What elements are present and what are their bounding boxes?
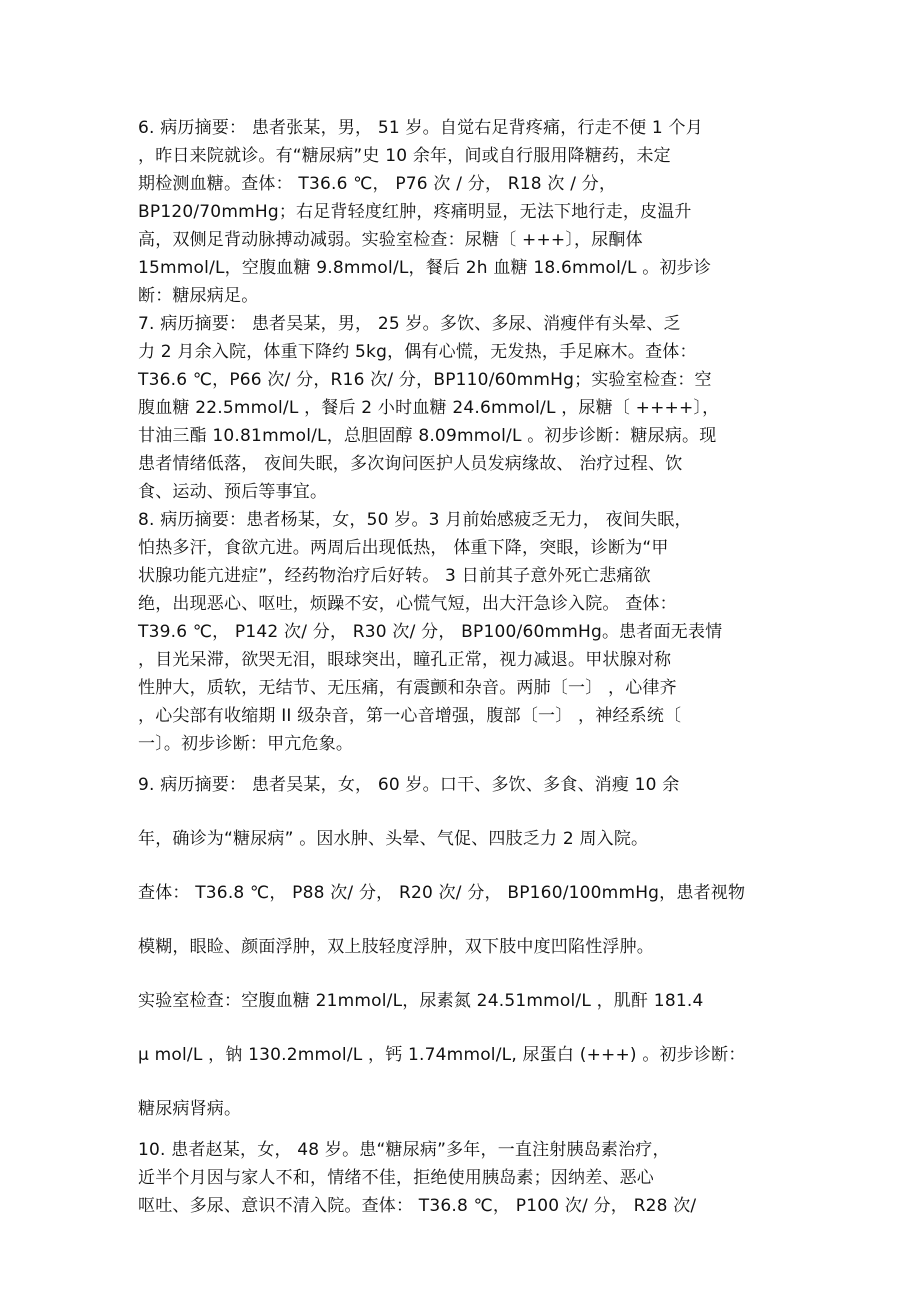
- text-line: 10. 患者赵某，女， 48 岁。患“糖尿病”多年，一直注射胰岛素治疗，: [138, 1140, 670, 1160]
- text-line: ，目光呆滞，欲哭无泪，眼球突出，瞳孔正常，视力减退。甲状腺对称: [138, 650, 672, 670]
- text-line: 一〕。初步诊断：甲亢危象。: [138, 734, 354, 754]
- text-line: T39.6 ℃， P142 次/ 分， R30 次/ 分， BP100/60mmHg。患者面无表情: [138, 622, 723, 642]
- text-line: 9. 病历摘要： 患者吴某，女， 60 岁。口干、多饮、多食、消瘦 10 余: [138, 775, 680, 795]
- text-line: 甘油三酯 10.81mmol/L，总胆固醇 8.09mmol/L 。初步诊断：糖尿病。现: [138, 426, 717, 446]
- text-line: 年，确诊为“糖尿病” 。因水肿、头晕、气促、四肢乏力 2 周入院。: [138, 829, 649, 849]
- text-line: 怕热多汗，食欲亢进。两周后出现低热， 体重下降，突眼，诊断为“甲: [138, 538, 669, 558]
- case-10-paragraph: [138, 1136, 788, 1220]
- text-line: ，心尖部有收缩期 II 级杂音，第一心音增强，腹部〔一〕 ，神经系统〔: [138, 706, 682, 726]
- text-line: 7. 病历摘要： 患者吴某，男， 25 岁。多饮、多尿、消瘦伴有头晕、乏: [138, 314, 681, 334]
- text-line: 高，双侧足背动脉搏动减弱。实验室检查：尿糖〔 +++〕，尿酮体: [138, 230, 643, 250]
- text-line: 15mmol/L，空腹血糖 9.8mmol/L，餐后 2h 血糖 18.6mmol/L 。初步诊: [138, 258, 712, 278]
- text-line: 糖尿病肾病。: [138, 1099, 242, 1119]
- text-line: 8. 病历摘要：患者杨某，女，50 岁。3 月前始感疲乏无力， 夜间失眠，: [138, 510, 692, 530]
- text-line: 6. 病历摘要： 患者张某，男， 51 岁。自觉右足背疼痛，行走不便 1 个月: [138, 118, 703, 138]
- text-line: 实验室检查：空腹血糖 21mmol/L，尿素氮 24.51mmol/L ，肌酐 181.4: [138, 991, 704, 1011]
- text-line: T36.6 ℃，P66 次/ 分，R16 次/ 分，BP110/60mmHg；实验室检查：空: [138, 370, 712, 390]
- text-line: 呕吐、多尿、意识不清入院。查体： T36.8 ℃， P100 次/ 分， R28 次/: [138, 1196, 697, 1216]
- text-line: BP120/70mmHg；右足背轻度红肿，疼痛明显，无法下地行走，皮温升: [138, 202, 692, 222]
- text-line: 期检测血糖。查体： T36.6 ℃， P76 次 / 分， R18 次 / 分，: [138, 174, 617, 194]
- case-6-paragraph: [138, 114, 788, 310]
- text-line: 近半个月因与家人不和，情绪不佳，拒绝使用胰岛素；因纳差、恶心: [138, 1168, 654, 1188]
- case-8-paragraph: [138, 506, 788, 758]
- case-9-paragraph: [138, 758, 788, 1136]
- text-line: 绝，出现恶心、呕吐，烦躁不安，心慌气短，出大汗急诊入院。 查体：: [138, 594, 677, 614]
- text-line: 腹血糖 22.5mmol/L ，餐后 2 小时血糖 24.6mmol/L ，尿糖〔 ++++〕，: [138, 398, 720, 418]
- text-line: μ mol/L ，钠 130.2mmol/L ，钙 1.74mmol/L, 尿蛋白 (+++) 。初步诊断：: [138, 1045, 746, 1065]
- text-line: ，昨日来院就诊。有“糖尿病”史 10 余年，间或自行服用降糖药，未定: [138, 146, 671, 166]
- case-7-paragraph: [138, 310, 788, 506]
- text-line: 力 2 月余入院，体重下降约 5kg，偶有心慌，无发热，手足麻木。查体：: [138, 342, 697, 362]
- text-line: 断：糖尿病足。: [138, 286, 259, 306]
- document-page: [138, 114, 788, 1220]
- text-line: 食、运动、预后等事宜。: [138, 482, 328, 502]
- text-line: 模糊，眼睑、颜面浮肿，双上肢轻度浮肿，双下肢中度凹陷性浮肿。: [138, 937, 654, 957]
- text-line: 患者情绪低落， 夜间失眠，多次询问医护人员发病缘故、 治疗过程、饮: [138, 454, 683, 474]
- text-line: 状腺功能亢进症”，经药物治疗后好转。 3 日前其子意外死亡悲痛欲: [138, 566, 651, 586]
- text-line: 性肿大，质软，无结节、无压痛，有震颤和杂音。两肺〔一〕 ，心律齐: [138, 678, 677, 698]
- text-line: 查体： T36.8 ℃， P88 次/ 分， R20 次/ 分， BP160/100mmHg，患者视物: [138, 883, 746, 903]
